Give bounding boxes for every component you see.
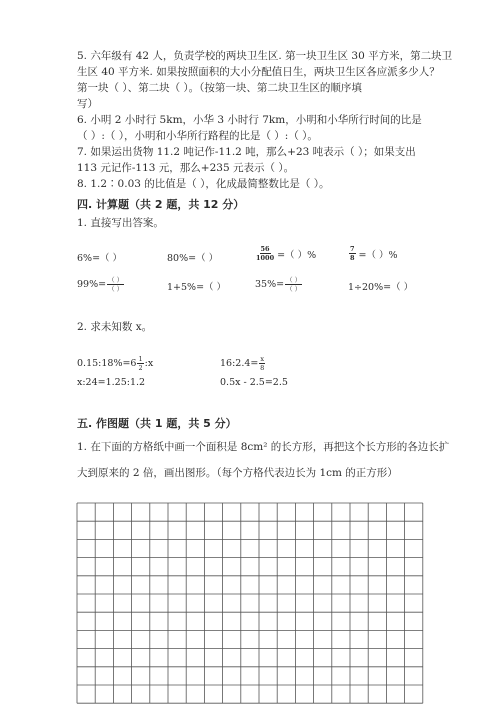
q7-line2: 113 元记作-113 元，那么+235 元表示（ ）。 xyxy=(77,162,295,174)
q5-line2: 生区 40 平方米. 如果按照面积的大小分配值日生，两块卫生区各应派多少人？ xyxy=(77,66,440,78)
section-5-line1: 1. 在下面的方格纸中画一个面积是 8cm² 的长方形，再把这个长方形的各边长扩 xyxy=(77,441,450,453)
calc-1c xyxy=(255,245,316,262)
equation-1 xyxy=(77,355,153,372)
calc-1d xyxy=(348,245,398,262)
fraction xyxy=(259,355,265,372)
fraction-denominator: 2 xyxy=(138,364,143,372)
calc-2c xyxy=(255,276,303,293)
fraction-numerator: 56 xyxy=(260,245,270,253)
section-5-line2: 大到原来的 2 倍，画出图形。（每个方格代表边长为 1cm 的正方形） xyxy=(77,467,398,479)
calc-2c-left: 35%= xyxy=(255,279,285,290)
equation-3: x:24=1.25:1.2 xyxy=(77,377,146,388)
section-4-prompt-1: 1. 直接写出答案。 xyxy=(77,217,164,229)
q6-line2: （ ）:（ ），小明和小华所行路程的比是（ ）:（ ）。 xyxy=(77,130,318,142)
fraction-numerator: 7 xyxy=(350,245,355,253)
fraction xyxy=(349,245,356,262)
fraction xyxy=(107,276,124,293)
section-5-title: 五. 作图题（共 1 题，共 5 分） xyxy=(77,417,237,430)
equation-2 xyxy=(220,355,266,372)
equation-4: 0.5x - 2.5=2.5 xyxy=(220,377,288,388)
calc-1a: 6%=（ ） xyxy=(77,253,123,264)
fraction-numerator: （ ） xyxy=(286,276,302,284)
fraction xyxy=(137,355,143,372)
section-4-prompt-2: 2. 求未知数 x。 xyxy=(77,321,153,333)
fraction-numerator: 1 xyxy=(138,355,143,363)
q5-line1: 5. 六年级有 42 人，负责学校的两块卫生区. 第一块卫生区 30 平方米，第二块卫 xyxy=(77,50,453,62)
q6-line1: 6. 小明 2 小时行 5km，小华 3 小时行 7km，小明和小华所行时间的比是 xyxy=(77,114,422,126)
fraction xyxy=(256,245,274,262)
fraction-denominator: 1000 xyxy=(256,254,275,262)
calc-2d: 1÷20%=（ ） xyxy=(348,282,414,293)
square-grid xyxy=(76,502,426,704)
q8-line1: 8. 1.2∶0.03 的比值是（ ），化成最简整数比是（ ）。 xyxy=(77,178,330,190)
calc-1d-rest: =（ ）% xyxy=(358,249,398,261)
equation-1-left: 0.15:18%=6 xyxy=(77,358,137,369)
fraction xyxy=(285,276,302,293)
fraction-denominator: 8 xyxy=(350,254,355,262)
calc-2a-left: 99%= xyxy=(77,279,107,290)
fraction-denominator: 8 xyxy=(260,364,265,372)
equation-1-right: :x xyxy=(144,358,154,369)
q5-line4: 写） xyxy=(77,98,98,110)
equation-2-left: 16:2.4= xyxy=(220,358,259,369)
fraction-numerator: （ ） xyxy=(108,276,124,284)
calc-1b: 80%=（ ） xyxy=(167,253,219,264)
calc-2b: 1+5%=（ ） xyxy=(167,282,227,293)
calc-1c-rest: =（ ）% xyxy=(277,249,317,261)
q5-line3: 第一块（ ）、第二块（ ）。（按第一块、第二块卫生区的顺序填 xyxy=(77,82,362,94)
q7-line1: 7. 如果运出货物 11.2 吨记作-11.2 吨，那么+23 吨表示（ ）；如果支出 xyxy=(77,146,416,158)
fraction-denominator: （ ） xyxy=(108,285,124,293)
section-4-title: 四. 计算题（共 2 题，共 12 分） xyxy=(77,198,245,211)
fraction-denominator: （ ） xyxy=(286,285,302,293)
calc-2a xyxy=(77,276,125,293)
fraction-numerator: x xyxy=(260,355,265,363)
